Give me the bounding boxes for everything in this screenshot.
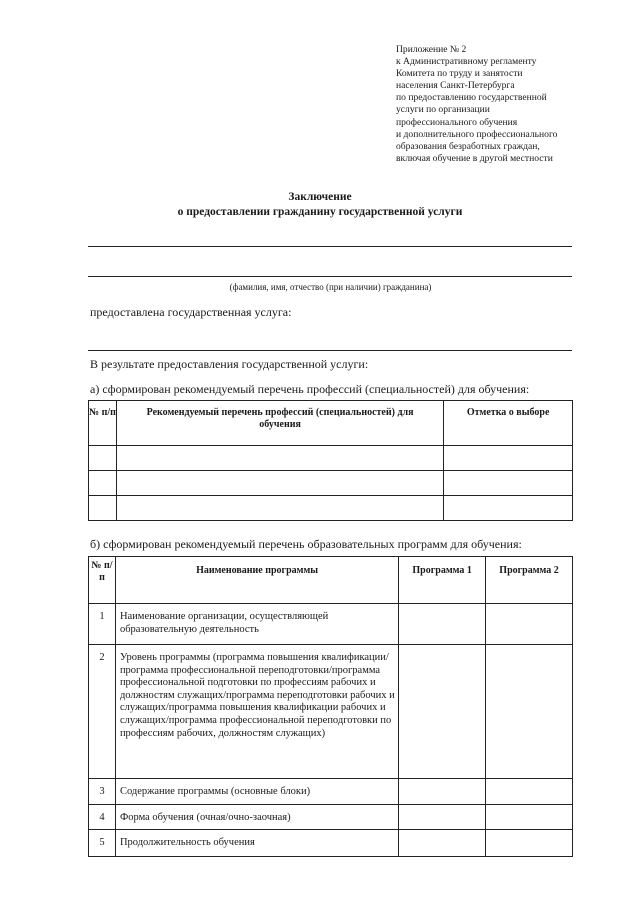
row-text: Наименование организации, осуществляющей образовательную деятельность: [115, 604, 398, 645]
row-number: 1: [89, 604, 116, 645]
name-caption: (фамилия, имя, отчество (при наличии) гражданина): [229, 282, 432, 292]
appendix-line: Комитета по труду и занятости: [396, 68, 523, 80]
appendix-line: по предоставлению государственной: [396, 92, 547, 104]
appendix-line: Приложение № 2: [396, 44, 467, 55]
appendix-line: услуги по организации: [396, 104, 490, 116]
cell[interactable]: [486, 645, 573, 779]
appendix-block: [396, 44, 596, 165]
cell[interactable]: [116, 446, 443, 471]
table-row: [89, 830, 573, 857]
row-text: Форма обучения (очная/очно-заочная): [115, 805, 398, 830]
col-mark-label: Отметка о выборе: [466, 407, 550, 418]
document-title: Заключение: [288, 191, 352, 203]
row-text: Содержание программы (основные блоки): [115, 779, 398, 805]
cell[interactable]: [486, 779, 573, 805]
row-text: Продолжительность обучения: [115, 830, 398, 857]
row-number: 2: [89, 645, 116, 779]
col-p2-label: Программа 2: [499, 565, 559, 576]
table-row: [89, 805, 573, 830]
cell[interactable]: [444, 471, 573, 496]
col-list-label: Рекомендуемый перечень профессий (специальностей) для обучения: [146, 407, 414, 430]
appendix-line: профессионального обучения: [396, 116, 518, 128]
section-b-heading: б) сформирован рекомендуемый перечень образовательных программ для обучения:: [90, 537, 522, 551]
cell[interactable]: [89, 446, 117, 471]
cell[interactable]: [444, 446, 573, 471]
table-header-row: [89, 401, 573, 446]
table-header-row: [89, 557, 573, 604]
table-row: [89, 779, 573, 805]
cell[interactable]: [399, 604, 486, 645]
service-provided-label: предоставлена государственная услуга:: [90, 305, 292, 319]
col-name-label: Наименование программы: [196, 565, 319, 576]
table-row: [89, 446, 573, 471]
cell[interactable]: [399, 779, 486, 805]
appendix-line: и дополнительного профессионального: [396, 128, 558, 140]
row-number: 3: [89, 779, 116, 805]
cell[interactable]: [486, 805, 573, 830]
row-text: Уровень программы (программа повышения квалификации/программа профессиональной переподготовки/программа профессиональной подготовки по профессиям рабочих и должностям служащих/программа переподготовки рабочих и служащих/программа повышения квалификации рабочих и служащих/программа профессиональной переподготовки по профессиям рабочих, должностям служащих): [115, 645, 398, 779]
col-program-2: [486, 557, 573, 604]
cell[interactable]: [399, 805, 486, 830]
cell[interactable]: [399, 645, 486, 779]
table-row: [89, 471, 573, 496]
blank-line-2[interactable]: [88, 276, 572, 277]
appendix-line: населения Санкт-Петербурга: [396, 80, 515, 92]
col-name: [115, 557, 398, 604]
col-p1-label: Программа 1: [412, 565, 472, 576]
cell[interactable]: [89, 471, 117, 496]
appendix-line: образования безработных граждан,: [396, 140, 540, 152]
cell[interactable]: [116, 471, 443, 496]
cell[interactable]: [486, 830, 573, 857]
row-number: 5: [89, 830, 116, 857]
blank-line-3[interactable]: [88, 350, 572, 351]
cell[interactable]: [399, 830, 486, 857]
table-row: [89, 496, 573, 521]
cell[interactable]: [444, 496, 573, 521]
professions-table: [88, 400, 573, 521]
programs-table: [88, 556, 573, 857]
col-num: [89, 557, 116, 604]
section-a-heading: а) сформирован рекомендуемый перечень профессий (специальностей) для обучения:: [90, 382, 530, 396]
result-intro: В результате предоставления государственной услуги:: [90, 357, 369, 371]
col-num-label: № п/п: [89, 407, 116, 418]
col-mark: [444, 401, 573, 446]
appendix-line: включая обучение в другой местности: [396, 152, 553, 164]
row-number: 4: [89, 805, 116, 830]
table-row: [89, 645, 573, 779]
document-subtitle: о предоставлении гражданину государственной услуги: [177, 206, 463, 218]
col-num: [89, 401, 117, 446]
blank-line-1[interactable]: [88, 246, 572, 247]
col-program-1: [399, 557, 486, 604]
cell[interactable]: [486, 604, 573, 645]
table-row: [89, 604, 573, 645]
col-num-label: № п/п: [91, 560, 113, 583]
cell[interactable]: [116, 496, 443, 521]
appendix-line: к Административному регламенту: [396, 56, 537, 68]
col-list: [116, 401, 443, 446]
cell[interactable]: [89, 496, 117, 521]
